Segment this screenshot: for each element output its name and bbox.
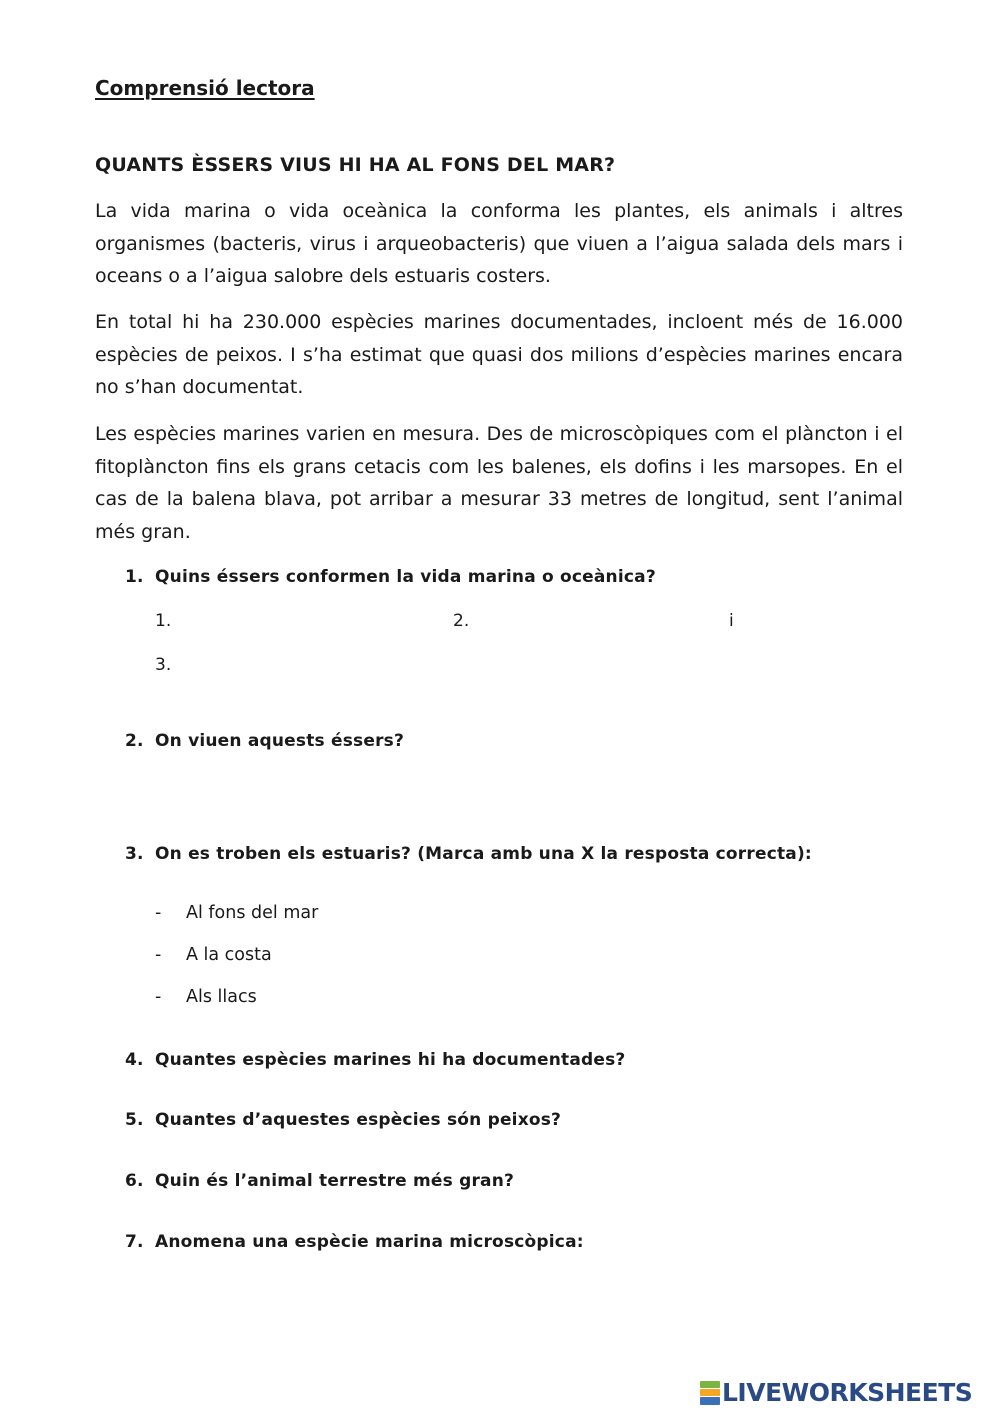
question-7 (125, 1232, 584, 1252)
question-text: On es troben els estuaris? (Marca amb una X la resposta correcta): (155, 844, 812, 864)
q3-option-2 (155, 945, 272, 965)
question-number: 4. (125, 1050, 144, 1070)
liveworksheets-mark-icon (700, 1381, 720, 1405)
option-text: Als llacs (186, 987, 257, 1007)
logo-text: LIVEWORKSHEETS (722, 1378, 973, 1407)
question-text: Quantes espècies marines hi ha documentades? (155, 1050, 626, 1070)
question-number: 7. (125, 1232, 144, 1252)
option-text: Al fons del mar (186, 903, 319, 923)
q1-answer-label-3: 3. (155, 655, 172, 675)
question-text: Quin és l’animal terrestre més gran? (155, 1171, 515, 1191)
question-3 (125, 844, 812, 864)
q1-answer-label-2: 2. (453, 611, 470, 631)
question-number: 3. (125, 844, 144, 864)
question-1 (125, 567, 656, 587)
option-text: A la costa (186, 945, 272, 965)
question-number: 6. (125, 1171, 144, 1191)
question-text: Quantes d’aquestes espècies són peixos? (155, 1110, 562, 1130)
question-text: Quins éssers conformen la vida marina o oceànica? (155, 567, 656, 587)
paragraph-2: En total hi ha 230.000 espècies marines documentades, incloent més de 16.000 espècies de peixos. I s’ha estimat que quasi dos milions d’espècies marines encara no s’han documentat. (95, 311, 903, 398)
question-text: On viuen aquests éssers? (155, 731, 405, 751)
question-2 (125, 731, 404, 751)
liveworksheets-logo (700, 1378, 972, 1407)
paragraph-1: La vida marina o vida oceànica la conforma les plantes, els animals i altres organismes (bacteris, virus i arqueobacteris) que viuen a l’aigua salada dels mars i oceans o a l’aigua salobre dels estuaris costers. (95, 200, 903, 287)
q1-answer-conjunction: i (729, 611, 734, 631)
question-4 (125, 1050, 626, 1070)
question-text: Anomena una espècie marina microscòpica: (155, 1232, 584, 1252)
question-number: 5. (125, 1110, 144, 1130)
question-6 (125, 1171, 514, 1191)
question-5 (125, 1110, 561, 1130)
reading-title: QUANTS ÈSSERS VIUS HI HA AL FONS DEL MAR? (95, 154, 616, 176)
q3-option-1 (155, 903, 318, 923)
paragraph-3: Les espècies marines varien en mesura. Des de microscòpiques com el plàncton i el fitoplàncton fins els grans cetacis com les balenes, els dofins i les marsopes. En el cas de la balena blava, pot arribar a mesurar 33 metres de longitud, sent l’animal més gran. (95, 423, 903, 543)
q3-option-3 (155, 987, 257, 1007)
option-dash: - (155, 945, 162, 965)
question-number: 2. (125, 731, 144, 751)
option-dash: - (155, 903, 162, 923)
option-dash: - (155, 987, 162, 1007)
page-heading: Comprensió lectora (95, 76, 315, 100)
q1-answer-label-1: 1. (155, 611, 172, 631)
question-number: 1. (125, 567, 144, 587)
